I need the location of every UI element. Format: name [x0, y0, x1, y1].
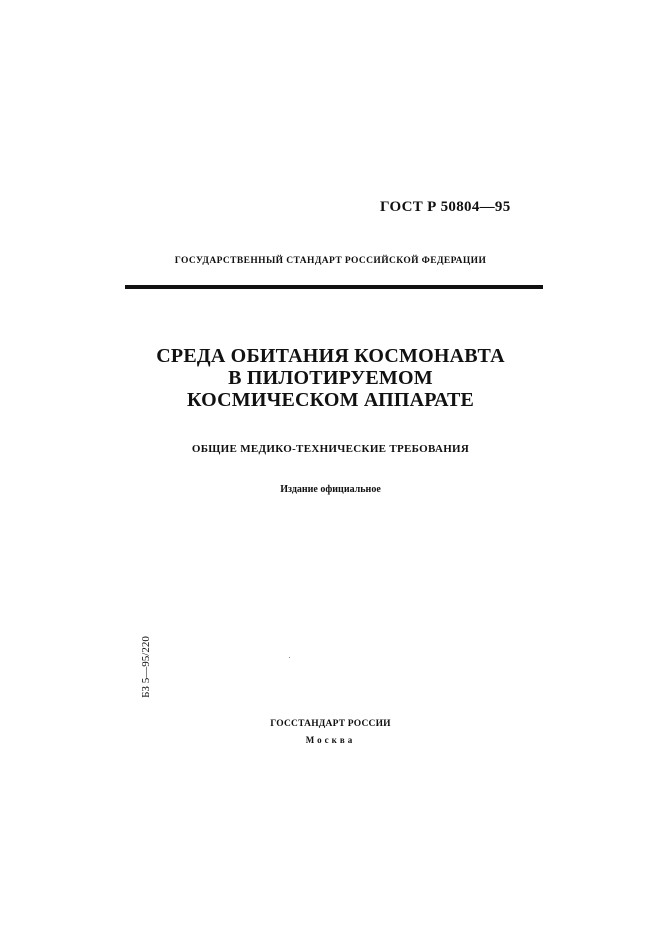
edition-note: Издание официальное	[280, 484, 381, 495]
publisher: ГОССТАНДАРТ РОССИИ	[270, 719, 391, 729]
gost-number: ГОСТ Р 50804—95	[380, 199, 511, 215]
state-standard-heading: ГОСУДАРСТВЕННЫЙ СТАНДАРТ РОССИЙСКОЙ ФЕДЕРАЦИИ	[174, 256, 487, 266]
title-line-2: В ПИЛОТИРУЕМОМ	[228, 367, 433, 389]
title-line-1: СРЕДА ОБИТАНИЯ КОСМОНАВТА	[156, 345, 505, 367]
side-catalog-code: БЗ 5—95/220	[140, 636, 152, 698]
horizontal-rule	[125, 285, 543, 289]
document-subtitle: ОБЩИЕ МЕДИКО-ТЕХНИЧЕСКИЕ ТРЕБОВАНИЯ	[191, 443, 470, 455]
document-title	[0, 345, 661, 411]
scan-speck	[289, 657, 290, 658]
publication-city: Москва	[305, 735, 356, 745]
title-line-3: КОСМИЧЕСКОМ АППАРАТЕ	[186, 389, 475, 411]
